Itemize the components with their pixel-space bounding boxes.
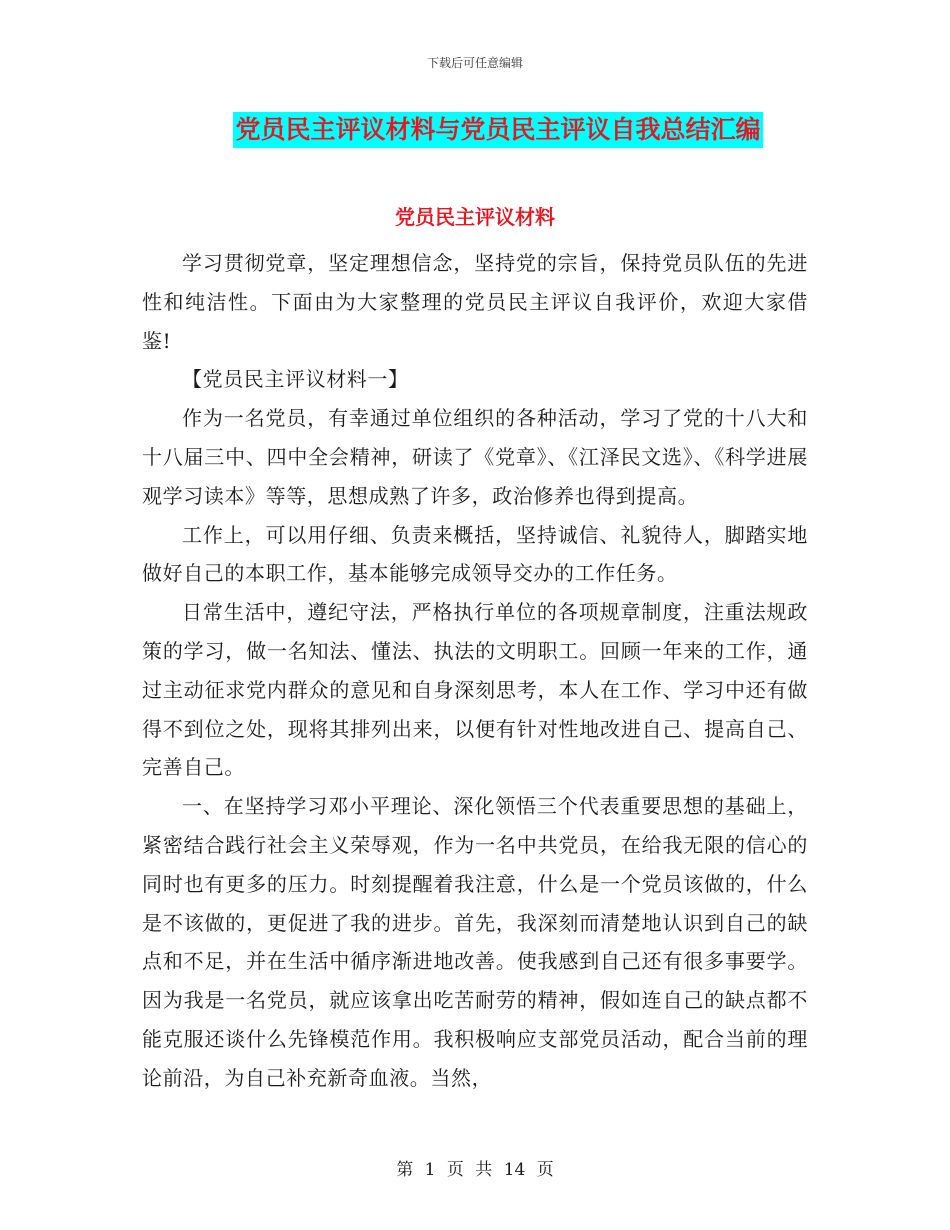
- page-header-note: 下载后可任意编辑: [426, 56, 523, 70]
- section-title: 党员民主评议材料: [395, 205, 555, 229]
- page-footer: 第 1 页 共 14 页: [396, 1160, 554, 1180]
- document-title-container: [0, 112, 950, 148]
- document-body: [142, 244, 808, 1098]
- paragraph: 作为一名党员，有幸通过单位组织的各种活动，学习了党的十八大和十八届三中、四中全会精神，研读了《党章》、《江泽民文选》、《科学进展观学习读本》等等，思想成熟了许多，政治修养也得到提高。: [142, 406, 808, 508]
- paragraph-intro: 学习贯彻党章，坚定理想信念，坚持党的宗旨，保持党员队伍的先进性和纯洁性。下面由为大家整理的党员民主评议自我评价，欢迎大家借鉴!: [142, 251, 808, 353]
- paragraph-subheading: 【党员民主评议材料一】: [182, 367, 409, 392]
- paragraph: 工作上，可以用仔细、负责来概括，坚持诚信、礼貌待人，脚踏实地做好自己的本职工作，基本能够完成领导交办的工作任务。: [142, 522, 808, 586]
- document-title: 党员民主评议材料与党员民主评议自我总结汇编: [233, 112, 762, 148]
- paragraph: 一、在坚持学习邓小平理论、深化领悟三个代表重要思想的基础上，紧密结合践行社会主义荣辱观，作为一名中共党员，在给我无限的信心的同时也有更多的压力。时刻提醒着我注意，什么是一个党员该做的，什么是不该做的，更促进了我的进步。首先，我深刻而清楚地认识到自己的缺点和不足，并在生活中循序渐进地改善。使我感到自己还有很多事要学。因为我是一名党员，就应该拿出吃苦耐劳的精神，假如连自己的缺点都不能克服还谈什么先锋模范作用。我积极响应支部党员活动，配合当前的理论前沿，为自己补充新奇血液。当然，: [142, 794, 808, 1090]
- paragraph: 日常生活中，遵纪守法，严格执行单位的各项规章制度，注重法规政策的学习，做一名知法、懂法、执法的文明职工。回顾一年来的工作，通过主动征求党内群众的意见和自身深刻思考，本人在工作、学习中还有做得不到位之处，现将其排列出来，以便有针对性地改进自己、提高自己、完善自己。: [142, 600, 808, 780]
